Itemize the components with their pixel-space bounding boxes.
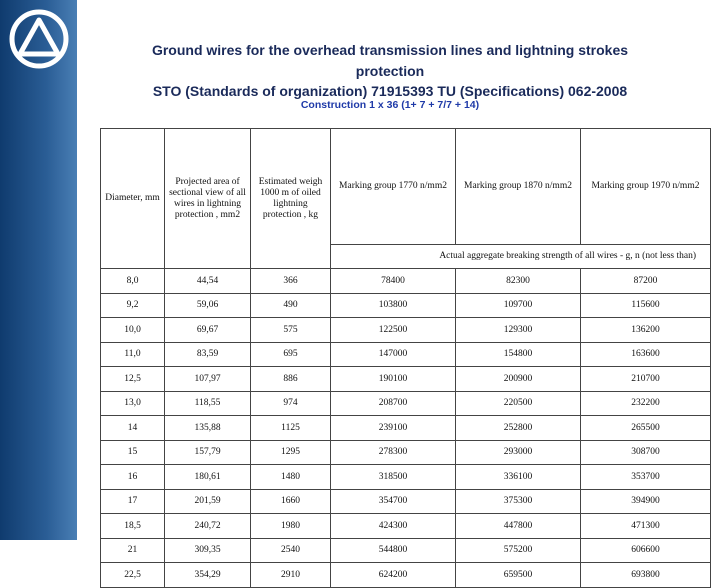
header-diameter: Diameter, mm bbox=[101, 129, 165, 269]
cell-g1770: 78400 bbox=[331, 269, 456, 294]
cell-diameter: 18,5 bbox=[101, 514, 165, 539]
cell-weight: 695 bbox=[251, 342, 331, 367]
cell-diameter: 17 bbox=[101, 489, 165, 514]
cell-diameter: 22,5 bbox=[101, 563, 165, 588]
cell-g1770: 424300 bbox=[331, 514, 456, 539]
cell-weight: 1980 bbox=[251, 514, 331, 539]
header-marking-group-1970: Marking group 1970 n/mm2 bbox=[581, 129, 711, 245]
cell-area: 118,55 bbox=[165, 391, 251, 416]
cell-g1870: 375300 bbox=[456, 489, 581, 514]
wire-specs-table bbox=[100, 128, 711, 588]
table-row bbox=[101, 489, 711, 514]
cell-g1870: 659500 bbox=[456, 563, 581, 588]
cell-g1770: 208700 bbox=[331, 391, 456, 416]
cell-weight: 886 bbox=[251, 367, 331, 392]
table-row bbox=[101, 465, 711, 490]
cell-g1970: 693800 bbox=[581, 563, 711, 588]
table-row bbox=[101, 416, 711, 441]
cell-area: 180,61 bbox=[165, 465, 251, 490]
header-estimated-weight: Estimated weigh 1000 m of oiled lightning protection , kg bbox=[251, 129, 331, 269]
table-row bbox=[101, 440, 711, 465]
table-row bbox=[101, 293, 711, 318]
cell-weight: 490 bbox=[251, 293, 331, 318]
cell-weight: 1660 bbox=[251, 489, 331, 514]
organization-logo-icon bbox=[8, 8, 70, 70]
cell-g1870: 336100 bbox=[456, 465, 581, 490]
cell-diameter: 13,0 bbox=[101, 391, 165, 416]
cell-g1970: 606600 bbox=[581, 538, 711, 563]
table-header-row bbox=[101, 129, 711, 245]
cell-g1770: 544800 bbox=[331, 538, 456, 563]
cell-weight: 575 bbox=[251, 318, 331, 343]
cell-area: 107,97 bbox=[165, 367, 251, 392]
cell-g1870: 575200 bbox=[456, 538, 581, 563]
cell-g1770: 190100 bbox=[331, 367, 456, 392]
table-row bbox=[101, 269, 711, 294]
cell-weight: 366 bbox=[251, 269, 331, 294]
cell-g1770: 239100 bbox=[331, 416, 456, 441]
cell-g1970: 136200 bbox=[581, 318, 711, 343]
cell-g1970: 163600 bbox=[581, 342, 711, 367]
table-row bbox=[101, 318, 711, 343]
cell-weight: 2910 bbox=[251, 563, 331, 588]
cell-area: 240,72 bbox=[165, 514, 251, 539]
cell-area: 309,35 bbox=[165, 538, 251, 563]
cell-diameter: 9,2 bbox=[101, 293, 165, 318]
cell-g1770: 103800 bbox=[331, 293, 456, 318]
table-row bbox=[101, 342, 711, 367]
cell-g1870: 252800 bbox=[456, 416, 581, 441]
cell-area: 354,29 bbox=[165, 563, 251, 588]
cell-g1970: 87200 bbox=[581, 269, 711, 294]
cell-g1870: 447800 bbox=[456, 514, 581, 539]
cell-area: 201,59 bbox=[165, 489, 251, 514]
table-row bbox=[101, 391, 711, 416]
cell-area: 44,54 bbox=[165, 269, 251, 294]
cell-diameter: 10,0 bbox=[101, 318, 165, 343]
cell-g1870: 220500 bbox=[456, 391, 581, 416]
table-row bbox=[101, 514, 711, 539]
cell-g1970: 471300 bbox=[581, 514, 711, 539]
cell-diameter: 11,0 bbox=[101, 342, 165, 367]
cell-weight: 974 bbox=[251, 391, 331, 416]
cell-diameter: 14 bbox=[101, 416, 165, 441]
cell-diameter: 15 bbox=[101, 440, 165, 465]
table-row bbox=[101, 538, 711, 563]
header-marking-group-1870: Marking group 1870 n/mm2 bbox=[456, 129, 581, 245]
cell-diameter: 21 bbox=[101, 538, 165, 563]
cell-g1970: 115600 bbox=[581, 293, 711, 318]
cell-area: 59,06 bbox=[165, 293, 251, 318]
cell-diameter: 12,5 bbox=[101, 367, 165, 392]
cell-g1770: 147000 bbox=[331, 342, 456, 367]
cell-g1970: 308700 bbox=[581, 440, 711, 465]
cell-area: 69,67 bbox=[165, 318, 251, 343]
cell-g1870: 109700 bbox=[456, 293, 581, 318]
cell-g1970: 210700 bbox=[581, 367, 711, 392]
cell-g1770: 318500 bbox=[331, 465, 456, 490]
cell-g1770: 624200 bbox=[331, 563, 456, 588]
cell-g1870: 200900 bbox=[456, 367, 581, 392]
cell-area: 135,88 bbox=[165, 416, 251, 441]
cell-area: 157,79 bbox=[165, 440, 251, 465]
cell-g1870: 129300 bbox=[456, 318, 581, 343]
cell-g1970: 353700 bbox=[581, 465, 711, 490]
cell-weight: 1480 bbox=[251, 465, 331, 490]
page-title-line-3: STO (Standards of organization) 71915393 TU (Specifications) 062-2008 bbox=[152, 83, 628, 99]
page-title-line-2: protection bbox=[355, 63, 425, 79]
sidebar-band bbox=[0, 0, 77, 540]
cell-g1970: 394900 bbox=[581, 489, 711, 514]
cell-g1770: 122500 bbox=[331, 318, 456, 343]
cell-diameter: 8,0 bbox=[101, 269, 165, 294]
cell-g1870: 293000 bbox=[456, 440, 581, 465]
table-row bbox=[101, 563, 711, 588]
cell-area: 83,59 bbox=[165, 342, 251, 367]
table-row bbox=[101, 367, 711, 392]
header-breaking-strength: Actual aggregate breaking strength of all wires - g, n (not less than) bbox=[331, 245, 711, 269]
cell-diameter: 16 bbox=[101, 465, 165, 490]
construction-subtitle: Construction 1 x 36 (1+ 7 + 7/7 + 14) bbox=[300, 99, 480, 111]
cell-g1870: 154800 bbox=[456, 342, 581, 367]
cell-g1970: 265500 bbox=[581, 416, 711, 441]
cell-g1970: 232200 bbox=[581, 391, 711, 416]
cell-g1770: 354700 bbox=[331, 489, 456, 514]
cell-weight: 2540 bbox=[251, 538, 331, 563]
cell-g1870: 82300 bbox=[456, 269, 581, 294]
header-projected-area: Projected area of sectional view of all wires in lightning protection , mm2 bbox=[165, 129, 251, 269]
cell-g1770: 278300 bbox=[331, 440, 456, 465]
cell-weight: 1125 bbox=[251, 416, 331, 441]
cell-weight: 1295 bbox=[251, 440, 331, 465]
page-title-line-1: Ground wires for the overhead transmission lines and lightning strokes bbox=[151, 42, 629, 58]
header-marking-group-1770: Marking group 1770 n/mm2 bbox=[331, 129, 456, 245]
